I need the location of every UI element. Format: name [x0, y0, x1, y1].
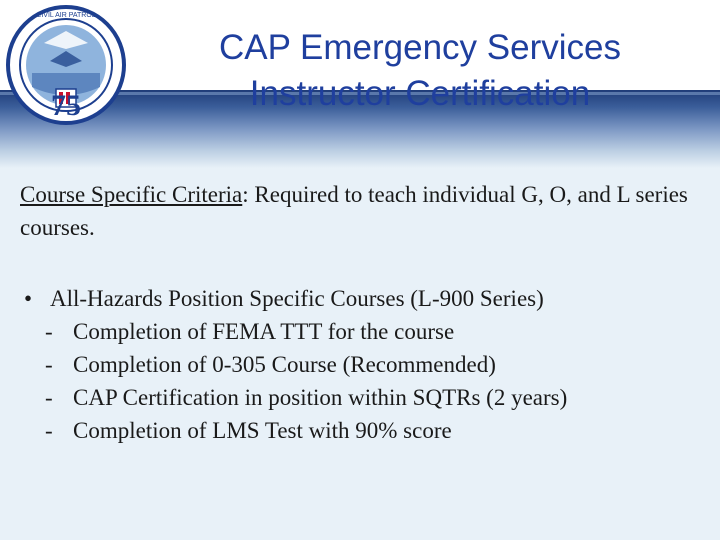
- intro-heading: Course Specific Criteria: [20, 182, 243, 207]
- intro-text: : Required to teach individual G, O, and L series courses.: [20, 182, 688, 240]
- title-line-1: CAP Emergency Services: [218, 28, 621, 68]
- bullet-marker: •: [24, 286, 33, 311]
- sub-item-text: CAP Certification in position within SQTRs (2 years): [73, 385, 568, 410]
- sub-item-text: Completion of 0-305 Course (Recommended): [73, 352, 496, 377]
- sub-item: [20, 381, 700, 414]
- sub-item-dash: -: [45, 385, 53, 410]
- sub-item-text: Completion of FEMA TTT for the course: [73, 319, 455, 344]
- cap-seal-logo-icon: [4, 3, 134, 133]
- slide-content: [20, 178, 700, 447]
- sub-item-dash: -: [45, 352, 53, 377]
- title-line-2: Instructor Certification: [249, 74, 591, 114]
- bullet-list: [20, 282, 700, 447]
- intro-paragraph: [20, 178, 700, 244]
- sub-item: [20, 414, 700, 447]
- sub-item-dash: -: [45, 319, 53, 344]
- seal-text: CIVIL AIR PATROL: [36, 12, 96, 19]
- sub-item-dash: -: [45, 418, 53, 443]
- bullet-item: [20, 282, 700, 315]
- page-title: [150, 25, 690, 117]
- sub-item: [20, 315, 700, 348]
- seal-number: 75: [51, 89, 81, 122]
- bullet-text: All-Hazards Position Specific Courses (L-900 Series): [50, 286, 544, 311]
- sub-item: [20, 348, 700, 381]
- sub-item-text: Completion of LMS Test with 90% score: [73, 418, 452, 443]
